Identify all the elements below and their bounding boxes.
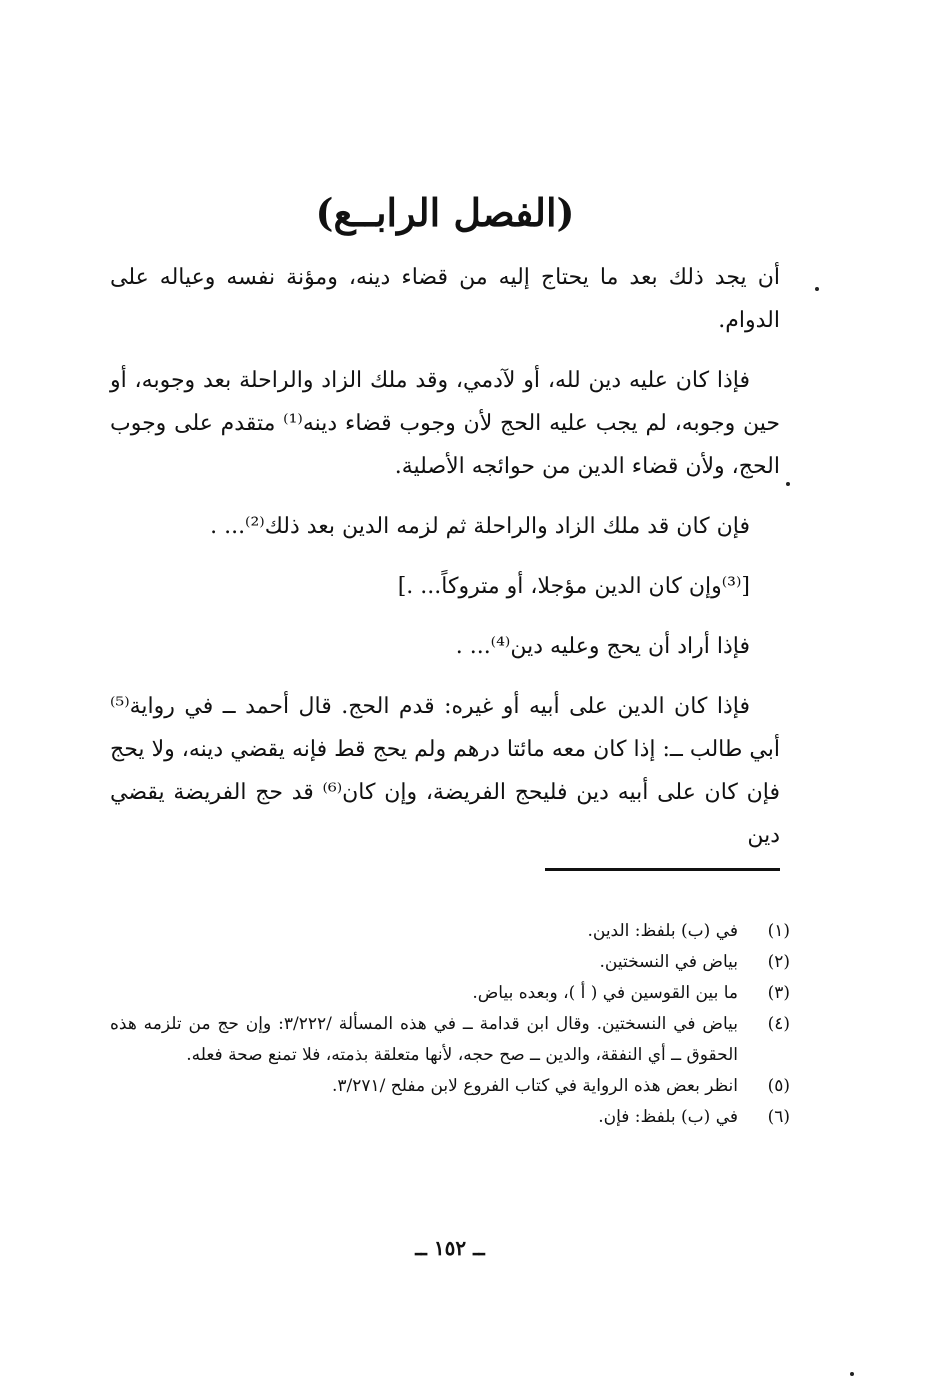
footnote-text: بياض في النسختين. وقال ابن قدامة ــ في هذه المسألة /٣/٢٢٢: وإن حج من تلزمه هذه الحقوق ــ أي النفقة، والدين ــ صح حجه، لأنها متعلقة بذمته، فلا تمنع صحة فعله. bbox=[110, 1014, 738, 1065]
paragraph-5: فإذا أراد أن يحج وعليه دين⁽⁴⁾... . bbox=[455, 634, 750, 659]
footnote-text: ما بين القوسين في ( أ )، وبعده بياض. bbox=[472, 983, 738, 1003]
scan-speck bbox=[786, 482, 790, 486]
footnote-number: (٣) bbox=[767, 983, 790, 1003]
scan-speck bbox=[850, 1372, 854, 1376]
footnotes bbox=[110, 916, 790, 1133]
footnote-text: انظر بعض هذه الرواية في كتاب الفروع لابن مفلح /٣/٢٧١. bbox=[331, 1076, 738, 1096]
main-text bbox=[110, 256, 780, 874]
footnote-text: في (ب) بلفظ: الدين. bbox=[587, 921, 738, 941]
footnote-number: (٤) bbox=[767, 1014, 790, 1034]
footnote-item bbox=[110, 1009, 790, 1071]
scan-speck bbox=[815, 287, 819, 291]
footnote-separator bbox=[545, 868, 780, 871]
footnote-item bbox=[110, 916, 790, 947]
footnote-text: في (ب) بلفظ: فإن. bbox=[598, 1107, 738, 1127]
footnote-text: بياض في النسختين. bbox=[599, 952, 738, 972]
footnote-number: (٦) bbox=[767, 1107, 790, 1127]
footnote-number: (١) bbox=[767, 921, 790, 941]
footnote-item bbox=[110, 1102, 790, 1133]
footnote-item bbox=[110, 978, 790, 1009]
footnote-number: (٥) bbox=[767, 1076, 790, 1096]
footnote-number: (٢) bbox=[767, 952, 790, 972]
paragraph-6: فإذا كان الدين على أبيه أو غيره: قدم الحج. قال أحمد ــ في رواية⁽⁵⁾ أبي طالب ــ: إذا كان معه مائتا درهم ولم يحج قط فإنه يقضي دينه، ولا يحج فإن كان على أبيه دين فليحج الفريضة، وإن كان⁽⁶⁾ قد حج الفريضة يقضي دين bbox=[110, 694, 780, 848]
footnote-item bbox=[110, 947, 790, 978]
page-number: ــ ١٥٢ ــ bbox=[415, 1236, 485, 1260]
paragraph-3: فإن كان قد ملك الزاد والراحلة ثم لزمه الدين بعد ذلك⁽²⁾... . bbox=[210, 514, 750, 539]
paragraph-4: [⁽³⁾وإن كان الدين مؤجلا، أو متروكاً... .] bbox=[397, 574, 750, 599]
paragraph-1: أن يجد ذلك بعد ما يحتاج إليه من قضاء دينه، ومؤنة نفسه وعياله على الدوام. bbox=[110, 265, 780, 333]
chapter-title: (الفصل الرابــع) bbox=[315, 190, 575, 235]
paragraph-2: فإذا كان عليه دين لله، أو لآدمي، وقد ملك الزاد والراحلة بعد وجوبه، أو حين وجوبه، لم يجب عليه الحج لأن وجوب قضاء دينه⁽¹⁾ متقدم على وجوب الحج، ولأن قضاء الدين من حوائجه الأصلية. bbox=[110, 368, 780, 479]
footnote-item bbox=[110, 1071, 790, 1102]
